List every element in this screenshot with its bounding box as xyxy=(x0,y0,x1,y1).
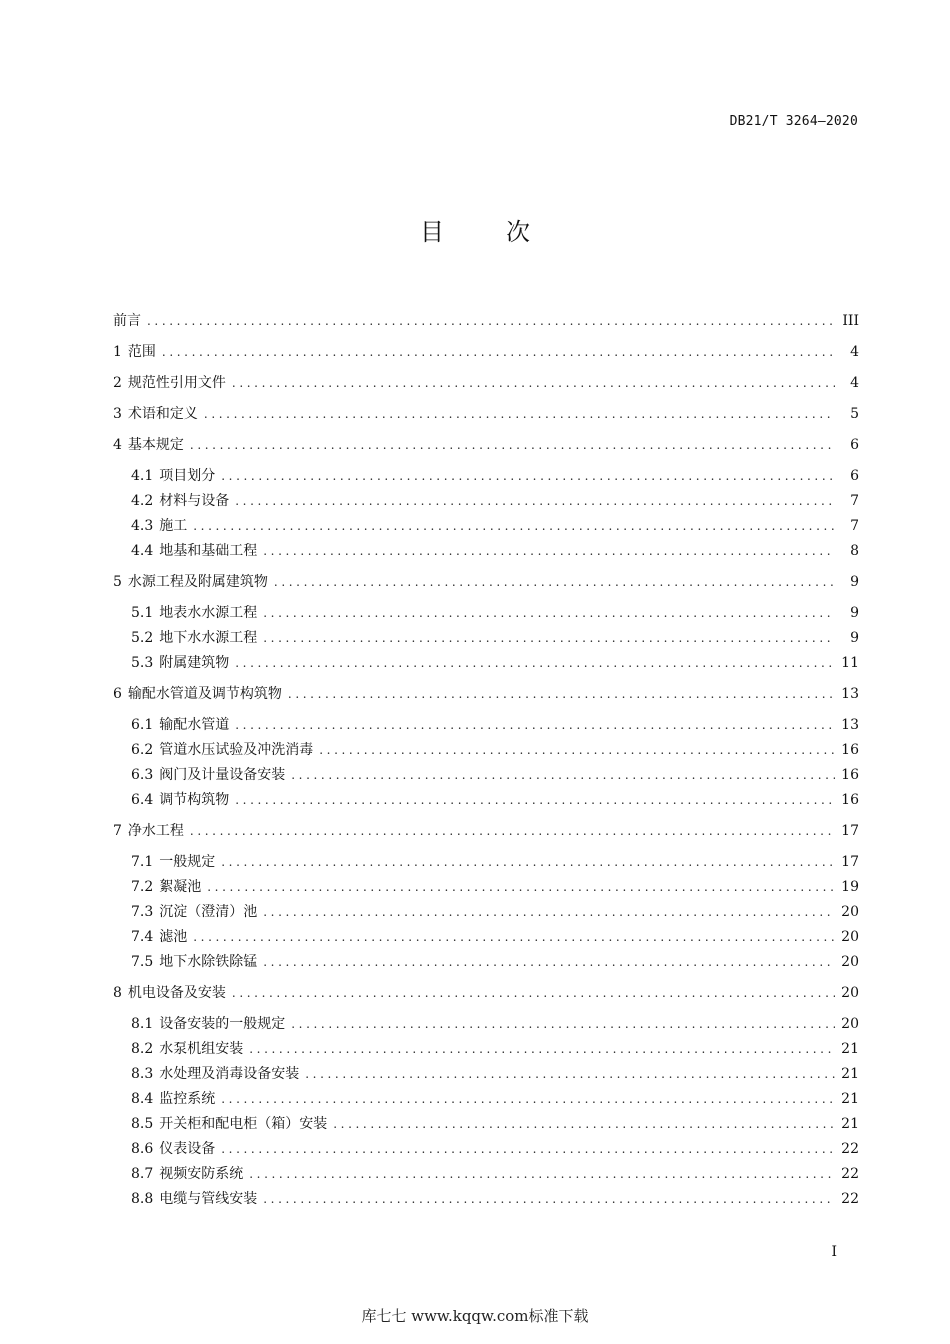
toc-leader-dots xyxy=(235,714,835,736)
toc-entry[interactable] xyxy=(113,683,859,705)
toc-entry-number: 2 xyxy=(113,375,122,391)
toc-entry[interactable] xyxy=(113,310,859,332)
toc-entry[interactable] xyxy=(113,982,859,1004)
toc-entry-page: 20 xyxy=(841,985,859,1001)
toc-entry[interactable] xyxy=(113,571,859,593)
toc-entry-number: 8.8 xyxy=(131,1191,154,1207)
toc-entry-title: 视频安防系统 xyxy=(159,1166,244,1182)
toc-leader-dots xyxy=(162,341,835,363)
toc-entry-title: 输配水管道及调节构筑物 xyxy=(127,686,282,702)
toc-leader-dots xyxy=(263,540,835,562)
toc-entry-page: 6 xyxy=(850,437,859,453)
toc-entry-page: 22 xyxy=(841,1141,859,1157)
toc-entry-title: 地基和基础工程 xyxy=(159,543,258,559)
toc-entry-number: 6.2 xyxy=(131,742,154,758)
toc-leader-dots xyxy=(193,515,835,537)
toc-entry-page: 4 xyxy=(850,344,859,360)
toc-entry[interactable] xyxy=(131,1013,859,1035)
toc-entry[interactable] xyxy=(131,602,859,624)
toc-entry-number: 8.6 xyxy=(131,1141,154,1157)
toc-entry-title: 净水工程 xyxy=(127,823,184,839)
toc-entry-title: 沉淀（澄清）池 xyxy=(159,904,258,920)
toc-entry-page: 20 xyxy=(841,1016,859,1032)
toc-entry-title: 絮凝池 xyxy=(159,879,202,895)
toc-entry-page: 19 xyxy=(841,879,859,895)
toc-entry-title: 项目划分 xyxy=(159,468,216,484)
toc-leader-dots xyxy=(147,310,835,332)
toc-entry-number: 7 xyxy=(113,823,122,839)
toc-entry-title: 仪表设备 xyxy=(159,1141,216,1157)
toc-entry-title: 设备安装的一般规定 xyxy=(159,1016,286,1032)
toc-entry-number: 7.5 xyxy=(131,954,154,970)
toc-entry-page: 9 xyxy=(850,574,859,590)
toc-entry-title: 前言 xyxy=(113,313,141,329)
toc-entry[interactable] xyxy=(131,876,859,898)
toc-entry-page: 21 xyxy=(841,1091,859,1107)
toc-entry-number: 8.1 xyxy=(131,1016,154,1032)
toc-leader-dots xyxy=(235,789,835,811)
toc-entry-number: 6.3 xyxy=(131,767,154,783)
toc-entry[interactable] xyxy=(113,372,859,394)
toc-entry-number: 8.5 xyxy=(131,1116,154,1132)
toc-entry-number: 5 xyxy=(113,574,122,590)
toc-entry-title: 附属建筑物 xyxy=(159,655,230,671)
toc-entry[interactable] xyxy=(131,926,859,948)
toc-entry-number: 7.3 xyxy=(131,904,154,920)
toc-entry[interactable] xyxy=(131,515,859,537)
toc-entry-number: 8.7 xyxy=(131,1166,154,1182)
toc-entry-title: 地下水除铁除锰 xyxy=(159,954,258,970)
toc-entry-number: 8 xyxy=(113,985,122,1001)
toc-leader-dots xyxy=(204,403,835,425)
toc-entry-number: 8.2 xyxy=(131,1041,154,1057)
toc-entry-title: 施工 xyxy=(159,518,188,534)
toc-entry-page: 5 xyxy=(850,406,859,422)
toc-entry-title: 监控系统 xyxy=(159,1091,216,1107)
toc-leader-dots xyxy=(263,951,835,973)
toc-leader-dots xyxy=(263,1188,835,1210)
page-number: I xyxy=(831,1244,837,1260)
toc-entry-page: 4 xyxy=(850,375,859,391)
toc-entry-page: 21 xyxy=(841,1041,859,1057)
toc-leader-dots xyxy=(232,982,835,1004)
toc-leader-dots xyxy=(291,764,835,786)
toc-entry[interactable] xyxy=(131,1188,859,1210)
toc-entry-page: 20 xyxy=(841,929,859,945)
toc-leader-dots xyxy=(263,602,835,624)
toc-leader-dots xyxy=(263,901,835,923)
toc-leader-dots xyxy=(235,490,835,512)
toc-leader-dots xyxy=(249,1163,835,1185)
toc-leader-dots xyxy=(319,739,835,761)
toc-entry-page: 20 xyxy=(841,954,859,970)
toc-entry[interactable] xyxy=(131,851,859,873)
toc-entry[interactable] xyxy=(131,490,859,512)
toc-entry-title: 术语和定义 xyxy=(127,406,198,422)
toc-entry-page: 6 xyxy=(850,468,859,484)
toc-entry-title: 范围 xyxy=(127,344,156,360)
toc-entry[interactable] xyxy=(131,1163,859,1185)
toc-entry-page: 21 xyxy=(841,1116,859,1132)
toc-entry-number: 4.2 xyxy=(131,493,154,509)
toc-entry-title: 地下水水源工程 xyxy=(159,630,258,646)
toc-leader-dots xyxy=(190,820,835,842)
toc-entry[interactable] xyxy=(131,1138,859,1160)
toc-entry-title: 地表水水源工程 xyxy=(159,605,258,621)
toc-leader-dots xyxy=(263,627,835,649)
toc-leader-dots xyxy=(207,876,835,898)
toc-entry-number: 5.2 xyxy=(131,630,154,646)
toc-entry-page: 16 xyxy=(841,792,859,808)
toc-entry-number: 7.1 xyxy=(131,854,154,870)
toc-entry-page: 16 xyxy=(841,742,859,758)
toc-entry-number: 8.3 xyxy=(131,1066,154,1082)
toc-entry-page: 9 xyxy=(850,630,859,646)
toc-entry[interactable] xyxy=(131,627,859,649)
toc-entry-page: 7 xyxy=(850,518,859,534)
toc-entry[interactable] xyxy=(131,764,859,786)
toc-entry[interactable] xyxy=(131,789,859,811)
toc-entry-page: 17 xyxy=(841,823,859,839)
toc-entry[interactable] xyxy=(131,739,859,761)
toc-entry-title: 规范性引用文件 xyxy=(127,375,226,391)
toc-entry-number: 5.1 xyxy=(131,605,154,621)
toc-entry-title: 阀门及计量设备安装 xyxy=(159,767,286,783)
toc-leader-dots xyxy=(221,465,835,487)
toc-leader-dots xyxy=(221,1138,835,1160)
toc-entry-number: 4.4 xyxy=(131,543,154,559)
toc-entry-title: 材料与设备 xyxy=(159,493,230,509)
toc-entry-number: 4 xyxy=(113,437,122,453)
toc-leader-dots xyxy=(333,1113,835,1135)
toc-leader-dots xyxy=(288,683,835,705)
toc-entry-number: 6 xyxy=(113,686,122,702)
toc-entry[interactable] xyxy=(131,951,859,973)
toc-entry-page: III xyxy=(842,313,859,329)
toc-entry[interactable] xyxy=(131,1088,859,1110)
toc-entry-number: 8.4 xyxy=(131,1091,154,1107)
toc-entry[interactable] xyxy=(113,434,859,456)
toc-entry-title: 基本规定 xyxy=(127,437,184,453)
toc-entry[interactable] xyxy=(131,901,859,923)
watermark-text: 库七七 www.kqqw.com标准下载 xyxy=(361,1307,589,1325)
toc-entry[interactable] xyxy=(131,714,859,736)
toc-entry-title: 调节构筑物 xyxy=(159,792,230,808)
toc-entry[interactable] xyxy=(131,540,859,562)
toc-entry-page: 22 xyxy=(841,1166,859,1182)
toc-entry[interactable] xyxy=(113,820,859,842)
toc-entry-page: 22 xyxy=(841,1191,859,1207)
toc-leader-dots xyxy=(291,1013,835,1035)
toc-entry-title: 一般规定 xyxy=(159,854,216,870)
toc-entry-number: 7.4 xyxy=(131,929,154,945)
toc-entry[interactable] xyxy=(113,341,859,363)
toc-entry-page: 13 xyxy=(841,686,859,702)
toc-entry-number: 4.3 xyxy=(131,518,154,534)
toc-leader-dots xyxy=(190,434,835,456)
toc-entry-number: 1 xyxy=(113,344,122,360)
toc-entry-title: 输配水管道 xyxy=(159,717,230,733)
toc-leader-dots xyxy=(221,1088,835,1110)
toc-entry-number: 3 xyxy=(113,406,122,422)
toc-entry[interactable] xyxy=(131,465,859,487)
toc-entry-title: 水源工程及附属建筑物 xyxy=(127,574,268,590)
toc-entry-title: 水处理及消毒设备安装 xyxy=(159,1066,300,1082)
toc-entry-page: 16 xyxy=(841,767,859,783)
toc-entry-page: 11 xyxy=(841,655,859,671)
toc-entry-page: 7 xyxy=(850,493,859,509)
toc-leader-dots xyxy=(305,1063,835,1085)
toc-entry-title: 水泵机组安装 xyxy=(159,1041,244,1057)
toc-entry-title: 管道水压试验及冲洗消毒 xyxy=(159,742,314,758)
toc-leader-dots xyxy=(221,851,835,873)
toc-entry-page: 21 xyxy=(841,1066,859,1082)
toc-leader-dots xyxy=(193,926,835,948)
toc-entry[interactable] xyxy=(131,1063,859,1085)
toc-entry[interactable] xyxy=(113,403,859,425)
document-code: DB21/T 3264—2020 xyxy=(729,114,858,129)
toc-leader-dots xyxy=(249,1038,835,1060)
toc-leader-dots xyxy=(235,652,835,674)
toc-entry-title: 滤池 xyxy=(159,929,188,945)
toc-entry[interactable] xyxy=(131,652,859,674)
toc-entry-page: 9 xyxy=(850,605,859,621)
toc-entry-page: 17 xyxy=(841,854,859,870)
toc-entry[interactable] xyxy=(131,1038,859,1060)
toc-entry-number: 4.1 xyxy=(131,468,154,484)
toc-entry-title: 机电设备及安装 xyxy=(127,985,226,1001)
toc-entry-title: 电缆与管线安装 xyxy=(159,1191,258,1207)
toc-leader-dots xyxy=(232,372,835,394)
toc-entry-number: 5.3 xyxy=(131,655,154,671)
toc-leader-dots xyxy=(274,571,835,593)
toc-entry-page: 20 xyxy=(841,904,859,920)
toc-entry-page: 13 xyxy=(841,717,859,733)
toc-entry-number: 6.1 xyxy=(131,717,154,733)
toc-entry[interactable] xyxy=(131,1113,859,1135)
toc-entry-page: 8 xyxy=(850,543,859,559)
toc-entry-title: 开关柜和配电柜（箱）安装 xyxy=(159,1116,328,1132)
toc-entry-number: 6.4 xyxy=(131,792,154,808)
page-title: 目次 xyxy=(420,218,592,246)
toc-entry-number: 7.2 xyxy=(131,879,154,895)
